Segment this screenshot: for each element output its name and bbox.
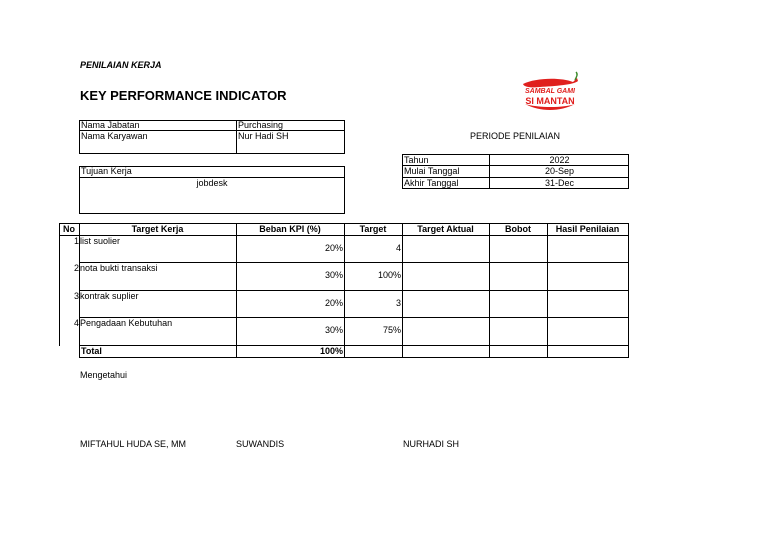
document-title: KEY PERFORMANCE INDICATOR (80, 88, 287, 103)
mengetahui-label: Mengetahui (80, 370, 128, 380)
periode-mulai-value: 20-Sep (544, 166, 575, 176)
company-logo (515, 70, 585, 115)
header-hasil-penilaian: Hasil Penilaian (555, 224, 620, 234)
row2-no: 2 (73, 263, 79, 273)
header-target-aktual: Target Aktual (417, 224, 474, 234)
jabatan-label: Nama Jabatan (81, 120, 140, 130)
periode-akhir-label: Akhir Tanggal (404, 178, 459, 188)
header-target: Target (359, 224, 387, 234)
logo-line1: SAMBAL GAMI (524, 88, 576, 95)
karyawan-value: Nur Hadi SH (238, 131, 289, 141)
row4-beban: 30% (324, 325, 343, 335)
periode-mulai-label: Mulai Tanggal (404, 166, 460, 176)
periode-tahun-value: 2022 (549, 155, 570, 165)
row2-beban: 30% (324, 270, 343, 280)
periode-tahun-label: Tahun (404, 155, 429, 165)
row3-beban: 20% (324, 298, 343, 308)
row2-target-kerja: nota bukti transaksi (80, 263, 158, 273)
signature-name-2: SUWANDIS (236, 439, 285, 449)
header-beban-kpi: Beban KPI (%) (259, 224, 321, 234)
header-target-kerja: Target Kerja (131, 224, 184, 234)
row4-target-kerja: Pengadaan Kebutuhan (80, 318, 173, 328)
header-no: No (63, 224, 75, 234)
tujuan-value: jobdesk (196, 178, 228, 188)
row1-beban: 20% (324, 243, 343, 253)
signature-name-1: MIFTAHUL HUDA SE, MM (80, 439, 187, 449)
total-value: 100% (319, 346, 343, 356)
tujuan-label: Tujuan Kerja (81, 166, 132, 176)
jabatan-value: Purchasing (238, 120, 284, 130)
row1-no: 1 (73, 236, 79, 246)
document-subtitle: PENILAIAN KERJA (80, 60, 162, 70)
row3-target-kerja: kontrak suplier (80, 291, 139, 301)
row1-target: 4 (395, 243, 401, 253)
total-label: Total (81, 346, 102, 356)
logo-line2: SI MANTAN (525, 96, 575, 106)
row3-no: 3 (73, 291, 79, 301)
row4-target: 75% (382, 325, 401, 335)
periode-akhir-value: 31-Dec (544, 178, 574, 188)
row2-target: 100% (377, 270, 401, 280)
karyawan-label: Nama Karyawan (81, 131, 148, 141)
row1-target-kerja: list suolier (80, 236, 121, 246)
signature-name-3: NURHADI SH (403, 439, 460, 449)
periode-heading: PERIODE PENILAIAN (469, 131, 561, 141)
row4-no: 4 (73, 318, 79, 328)
row3-target: 3 (395, 298, 401, 308)
header-bobot: Bobot (505, 224, 531, 234)
